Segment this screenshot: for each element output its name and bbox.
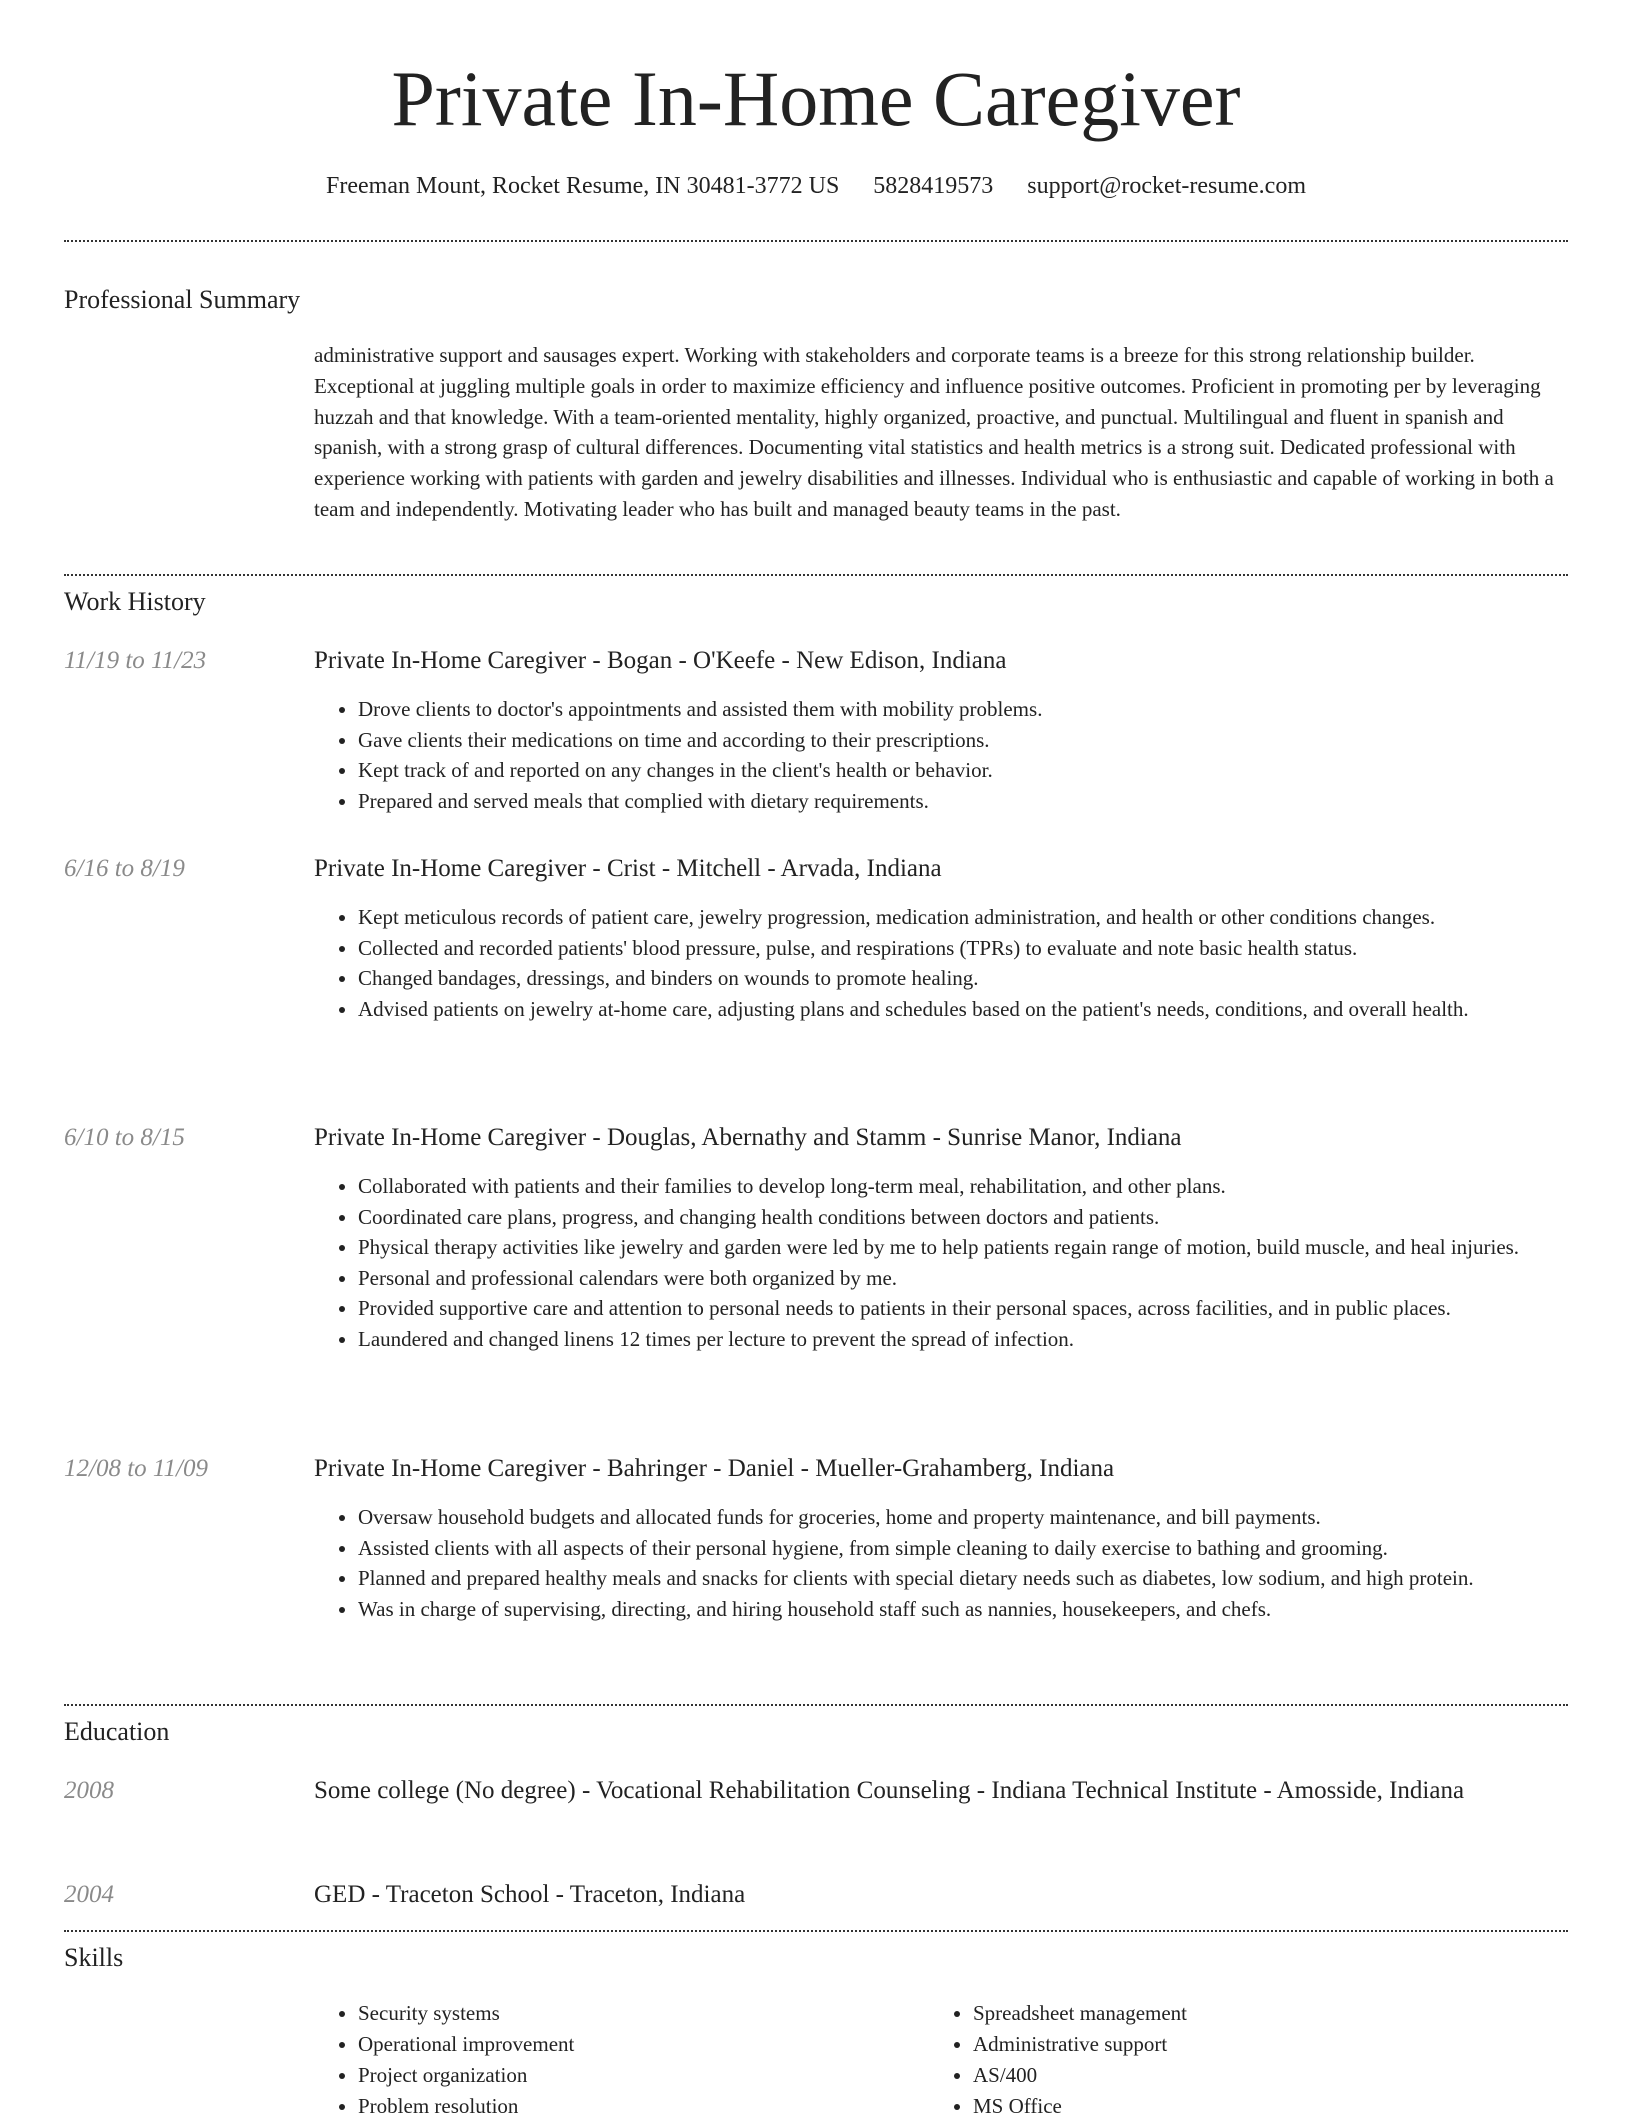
list-item: • Kept meticulous records of patient care, jewelry progression, medication administration, and health or other conditions changes. [358, 902, 1608, 933]
job-date: 12/08 to 11/09 [64, 1455, 208, 1482]
education-heading: Education [64, 1717, 170, 1746]
contact-email: support@rocket-resume.com [1027, 173, 1306, 199]
list-item: • Changed bandages, dressings, and binders on wounds to promote healing. [358, 963, 1608, 994]
section-divider [64, 1930, 1568, 1932]
list-item: • Planned and prepared healthy meals and snacks for clients with special dietary needs such as diabetes, low sodium, and high protein. [358, 1563, 1608, 1594]
skill-item: • Spreadsheet management [973, 1998, 1573, 2029]
list-item: • Collaborated with patients and their families to develop long-term meal, rehabilitation, and other plans. [358, 1171, 1608, 1202]
list-item: • Advised patients on jewelry at-home care, adjusting plans and schedules based on the patient's needs, conditions, and overall health. [358, 994, 1608, 1025]
contact-address: Freeman Mount, Rocket Resume, IN 30481-3772 US [326, 173, 840, 199]
list-item: • Prepared and served meals that complied with dietary requirements. [358, 786, 1608, 817]
job-date: 6/16 to 8/19 [64, 855, 185, 882]
job-title: Private In-Home Caregiver - Douglas, Abernathy and Stamm - Sunrise Manor, Indiana [314, 1124, 1182, 1151]
list-item: • Provided supportive care and attention to personal needs to patients in their personal spaces, across facilities, and in public places. [358, 1293, 1608, 1324]
contact-phone: 5828419573 [873, 173, 994, 199]
job-title: Private In-Home Caregiver - Bahringer - Daniel - Mueller-Grahamberg, Indiana [314, 1455, 1115, 1482]
job-bullets [314, 1171, 1608, 1355]
skills-list-right [929, 1998, 1573, 2122]
list-item: • Personal and professional calendars were both organized by me. [358, 1263, 1608, 1294]
education-date: 2004 [64, 1881, 114, 1908]
resume-title: Private In-Home Caregiver [391, 55, 1241, 142]
list-item: • Oversaw household budgets and allocated funds for groceries, home and property maintenance, and bill payments. [358, 1502, 1608, 1533]
contact-line [0, 170, 1632, 202]
education-entry: Some college (No degree) - Vocational Rehabilitation Counseling - Indiana Technical Institute - Amosside, Indiana [314, 1777, 1465, 1804]
skill-item: • Administrative support [973, 2029, 1573, 2060]
list-item: • Collected and recorded patients' blood pressure, pulse, and respirations (TPRs) to evaluate and note basic health status. [358, 933, 1608, 964]
section-divider [64, 1704, 1568, 1706]
job-bullets [314, 1502, 1608, 1624]
section-divider [64, 240, 1568, 242]
job-bullets [314, 694, 1608, 816]
skills-heading: Skills [64, 1943, 124, 1972]
list-item: • Drove clients to doctor's appointments and assisted them with mobility problems. [358, 694, 1608, 725]
job-date: 11/19 to 11/23 [64, 647, 207, 674]
summary-text: administrative support and sausages expert. Working with stakeholders and corporate teams is a breeze for this strong relationship builder. Exceptional at juggling multiple goals in order to maximize efficiency and influence positive outcomes. Proficient in promoting per by leveraging huzzah and that knowledge. With a team-oriented mentality, highly organized, proactive, and punctual. Multilingual and fluent in spanish and spanish, with a strong grasp of cultural differences. Documenting vital statistics and health metrics is a strong suit. Dedicated professional with experience working with patients with garden and jewelry disabilities and illnesses. Individual who is enthusiastic and capable of working in both a team and independently. Motivating leader who has built and managed beauty teams in the past. [314, 343, 1554, 521]
job-title: Private In-Home Caregiver - Crist - Mitchell - Arvada, Indiana [314, 855, 942, 882]
education-date: 2008 [64, 1777, 114, 1804]
skills-list-left [314, 1998, 918, 2122]
list-item: • Laundered and changed linens 12 times per lecture to prevent the spread of infection. [358, 1324, 1608, 1355]
list-item: • Was in charge of supervising, directing, and hiring household staff such as nannies, housekeepers, and chefs. [358, 1594, 1608, 1625]
skill-item: • Security systems [358, 1998, 918, 2029]
skill-item: • MS Office [973, 2091, 1573, 2122]
job-bullets [314, 902, 1608, 1024]
section-divider [64, 574, 1568, 576]
job-date: 6/10 to 8/15 [64, 1124, 185, 1151]
summary-heading: Professional Summary [64, 285, 301, 314]
list-item: • Physical therapy activities like jewelry and garden were led by me to help patients regain range of motion, build muscle, and heal injuries. [358, 1232, 1608, 1263]
education-entry: GED - Traceton School - Traceton, Indiana [314, 1881, 746, 1908]
list-item: • Kept track of and reported on any changes in the client's health or behavior. [358, 755, 1608, 786]
work-history-heading: Work History [64, 587, 206, 616]
job-title: Private In-Home Caregiver - Bogan - O'Keefe - New Edison, Indiana [314, 647, 1007, 674]
skill-item: • Problem resolution [358, 2091, 918, 2122]
skill-item: • AS/400 [973, 2060, 1573, 2091]
list-item: • Gave clients their medications on time and according to their prescriptions. [358, 725, 1608, 756]
skill-item: • Project organization [358, 2060, 918, 2091]
list-item: • Coordinated care plans, progress, and changing health conditions between doctors and patients. [358, 1202, 1608, 1233]
list-item: • Assisted clients with all aspects of their personal hygiene, from simple cleaning to daily exercise to bathing and grooming. [358, 1533, 1608, 1564]
skill-item: • Operational improvement [358, 2029, 918, 2060]
